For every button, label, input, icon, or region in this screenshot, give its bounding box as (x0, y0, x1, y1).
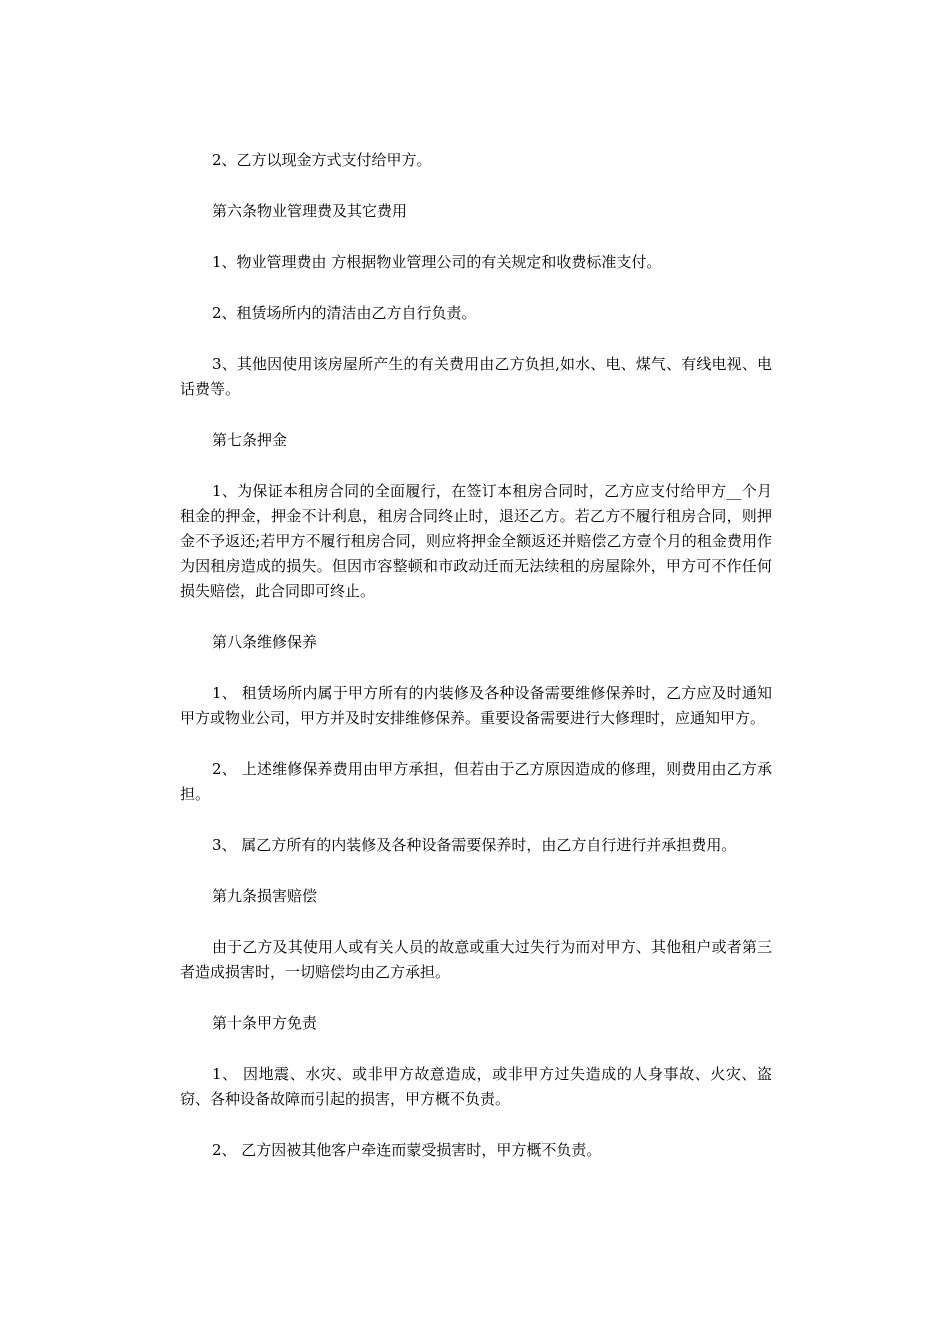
heading-article-7: 第七条押金 (212, 431, 288, 449)
paragraph-cleaning: 2、租赁场所内的清洁由乙方自行负责。 (212, 304, 477, 322)
paragraph-payment-cash: 2、乙方以现金方式支付给甲方。 (212, 151, 432, 169)
paragraph-deposit: 1、为保证本租房合同的全面履行，在签订本租房合同时，乙方应支付给甲方__个月租金的押金，押金不计利息，租房合同终止时，退还乙方。若乙方不履行租房合同，则押金不予返还;若甲方不履行租房合同，则应将押金全额返还并赔偿乙方壹个月的租金费用作为因租房造成的损失。但因市容整顿和市政动迁而无法续租的房屋除外，甲方可不作任何损失赔偿，此合同即可终止。 (180, 482, 772, 600)
paragraph-maintenance-3: 3、 属乙方所有的内装修及各种设备需要保养时，由乙方自行进行并承担费用。 (212, 836, 737, 854)
paragraph-exemption-2: 2、 乙方因被其他客户牵连而蒙受损害时，甲方概不负责。 (212, 1141, 602, 1159)
heading-article-9: 第九条损害赔偿 (212, 887, 318, 905)
heading-article-6: 第六条物业管理费及其它费用 (212, 202, 408, 220)
heading-article-10: 第十条甲方免责 (212, 1014, 318, 1032)
paragraph-property-fee: 1、物业管理费由 方根据物业管理公司的有关规定和收费标准支付。 (212, 253, 662, 271)
heading-article-8: 第八条维修保养 (212, 633, 318, 651)
paragraph-other-fees: 3、其他因使用该房屋所产生的有关费用由乙方负担,如水、电、煤气、有线电视、电话费等。 (180, 355, 772, 398)
paragraph-maintenance-1: 1、 租赁场所内属于甲方所有的内装修及各种设备需要维修保养时，乙方应及时通知甲方或物业公司，甲方并及时安排维修保养。重要设备需要进行大修理时，应通知甲方。 (180, 684, 772, 727)
paragraph-exemption-1: 1、 因地震、水灾、或非甲方故意造成，或非甲方过失造成的人身事故、火灾、盗窃、各种设备故障而引起的损害，甲方概不负责。 (180, 1065, 772, 1108)
document-body (180, 148, 772, 1189)
paragraph-damages: 由于乙方及其使用人或有关人员的故意或重大过失行为而对甲方、其他租户或者第三者造成损害时，一切赔偿均由乙方承担。 (180, 938, 772, 981)
paragraph-maintenance-2: 2、 上述维修保养费用由甲方承担，但若由于乙方原因造成的修理，则费用由乙方承担。 (180, 760, 772, 803)
